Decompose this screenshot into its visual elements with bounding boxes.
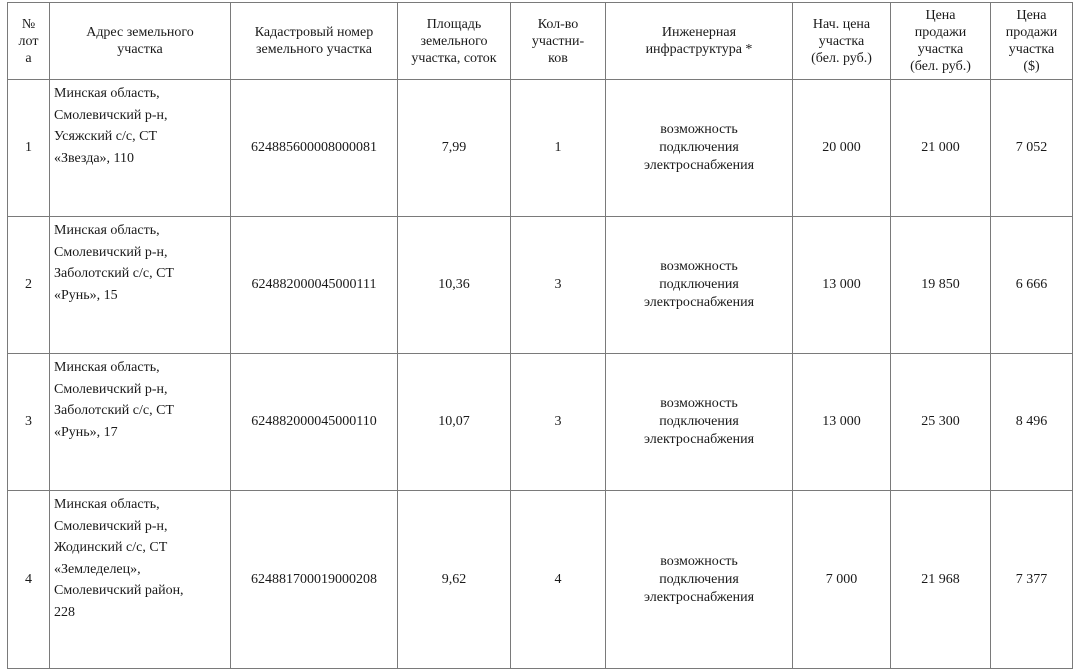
sale-price-usd-cell: 8 496 bbox=[991, 354, 1073, 491]
header-lot-number: № лот а bbox=[8, 3, 50, 80]
address-cell: Минская область, Смолевичский р-н, Заболотский с/с, СТ «Рунь», 17 bbox=[50, 354, 231, 491]
sale-price-byn-cell: 25 300 bbox=[891, 354, 991, 491]
table-row bbox=[8, 217, 1073, 354]
start-price-cell: 7 000 bbox=[793, 491, 891, 669]
start-price-cell: 20 000 bbox=[793, 80, 891, 217]
header-sale-price-byn: Цена продажи участка (бел. руб.) bbox=[891, 3, 991, 80]
participants-cell: 1 bbox=[511, 80, 606, 217]
infrastructure-cell: возможность подключения электроснабжения bbox=[606, 80, 793, 217]
lot-number-cell: 2 bbox=[8, 217, 50, 354]
infrastructure-cell: возможность подключения электроснабжения bbox=[606, 217, 793, 354]
header-start-price: Нач. цена участка (бел. руб.) bbox=[793, 3, 891, 80]
table-row bbox=[8, 354, 1073, 491]
address-cell: Минская область, Смолевичский р-н, Жодинский с/с, СТ «Земледелец», Смолевичский район, 228 bbox=[50, 491, 231, 669]
address-cell: Минская область, Смолевичский р-н, Заболотский с/с, СТ «Рунь», 15 bbox=[50, 217, 231, 354]
header-address: Адрес земельного участка bbox=[50, 3, 231, 80]
sale-price-usd-cell: 7 377 bbox=[991, 491, 1073, 669]
header-area: Площадь земельного участка, соток bbox=[398, 3, 511, 80]
start-price-cell: 13 000 bbox=[793, 217, 891, 354]
area-cell: 9,62 bbox=[398, 491, 511, 669]
header-cadastral-number: Кадастровый номер земельного участка bbox=[231, 3, 398, 80]
start-price-cell: 13 000 bbox=[793, 354, 891, 491]
lot-number-cell: 1 bbox=[8, 80, 50, 217]
table-row bbox=[8, 491, 1073, 669]
lot-number-cell: 4 bbox=[8, 491, 50, 669]
sale-price-byn-cell: 19 850 bbox=[891, 217, 991, 354]
area-cell: 10,07 bbox=[398, 354, 511, 491]
cadastral-number-cell: 624882000045000110 bbox=[231, 354, 398, 491]
infrastructure-cell: возможность подключения электроснабжения bbox=[606, 354, 793, 491]
land-lots-table bbox=[7, 2, 1073, 669]
participants-cell: 3 bbox=[511, 217, 606, 354]
table-header-row bbox=[8, 3, 1073, 80]
sale-price-byn-cell: 21 000 bbox=[891, 80, 991, 217]
cadastral-number-cell: 624885600008000081 bbox=[231, 80, 398, 217]
cadastral-number-cell: 624881700019000208 bbox=[231, 491, 398, 669]
header-participants: Кол-во участни- ков bbox=[511, 3, 606, 80]
infrastructure-cell: возможность подключения электроснабжения bbox=[606, 491, 793, 669]
address-cell: Минская область, Смолевичский р-н, Усяжский с/с, СТ «Звезда», 110 bbox=[50, 80, 231, 217]
table-row bbox=[8, 80, 1073, 217]
document-page bbox=[7, 2, 1073, 669]
cadastral-number-cell: 624882000045000111 bbox=[231, 217, 398, 354]
participants-cell: 3 bbox=[511, 354, 606, 491]
area-cell: 10,36 bbox=[398, 217, 511, 354]
sale-price-usd-cell: 7 052 bbox=[991, 80, 1073, 217]
sale-price-byn-cell: 21 968 bbox=[891, 491, 991, 669]
header-sale-price-usd: Цена продажи участка ($) bbox=[991, 3, 1073, 80]
participants-cell: 4 bbox=[511, 491, 606, 669]
header-infrastructure: Инженерная инфраструктура * bbox=[606, 3, 793, 80]
area-cell: 7,99 bbox=[398, 80, 511, 217]
sale-price-usd-cell: 6 666 bbox=[991, 217, 1073, 354]
lot-number-cell: 3 bbox=[8, 354, 50, 491]
